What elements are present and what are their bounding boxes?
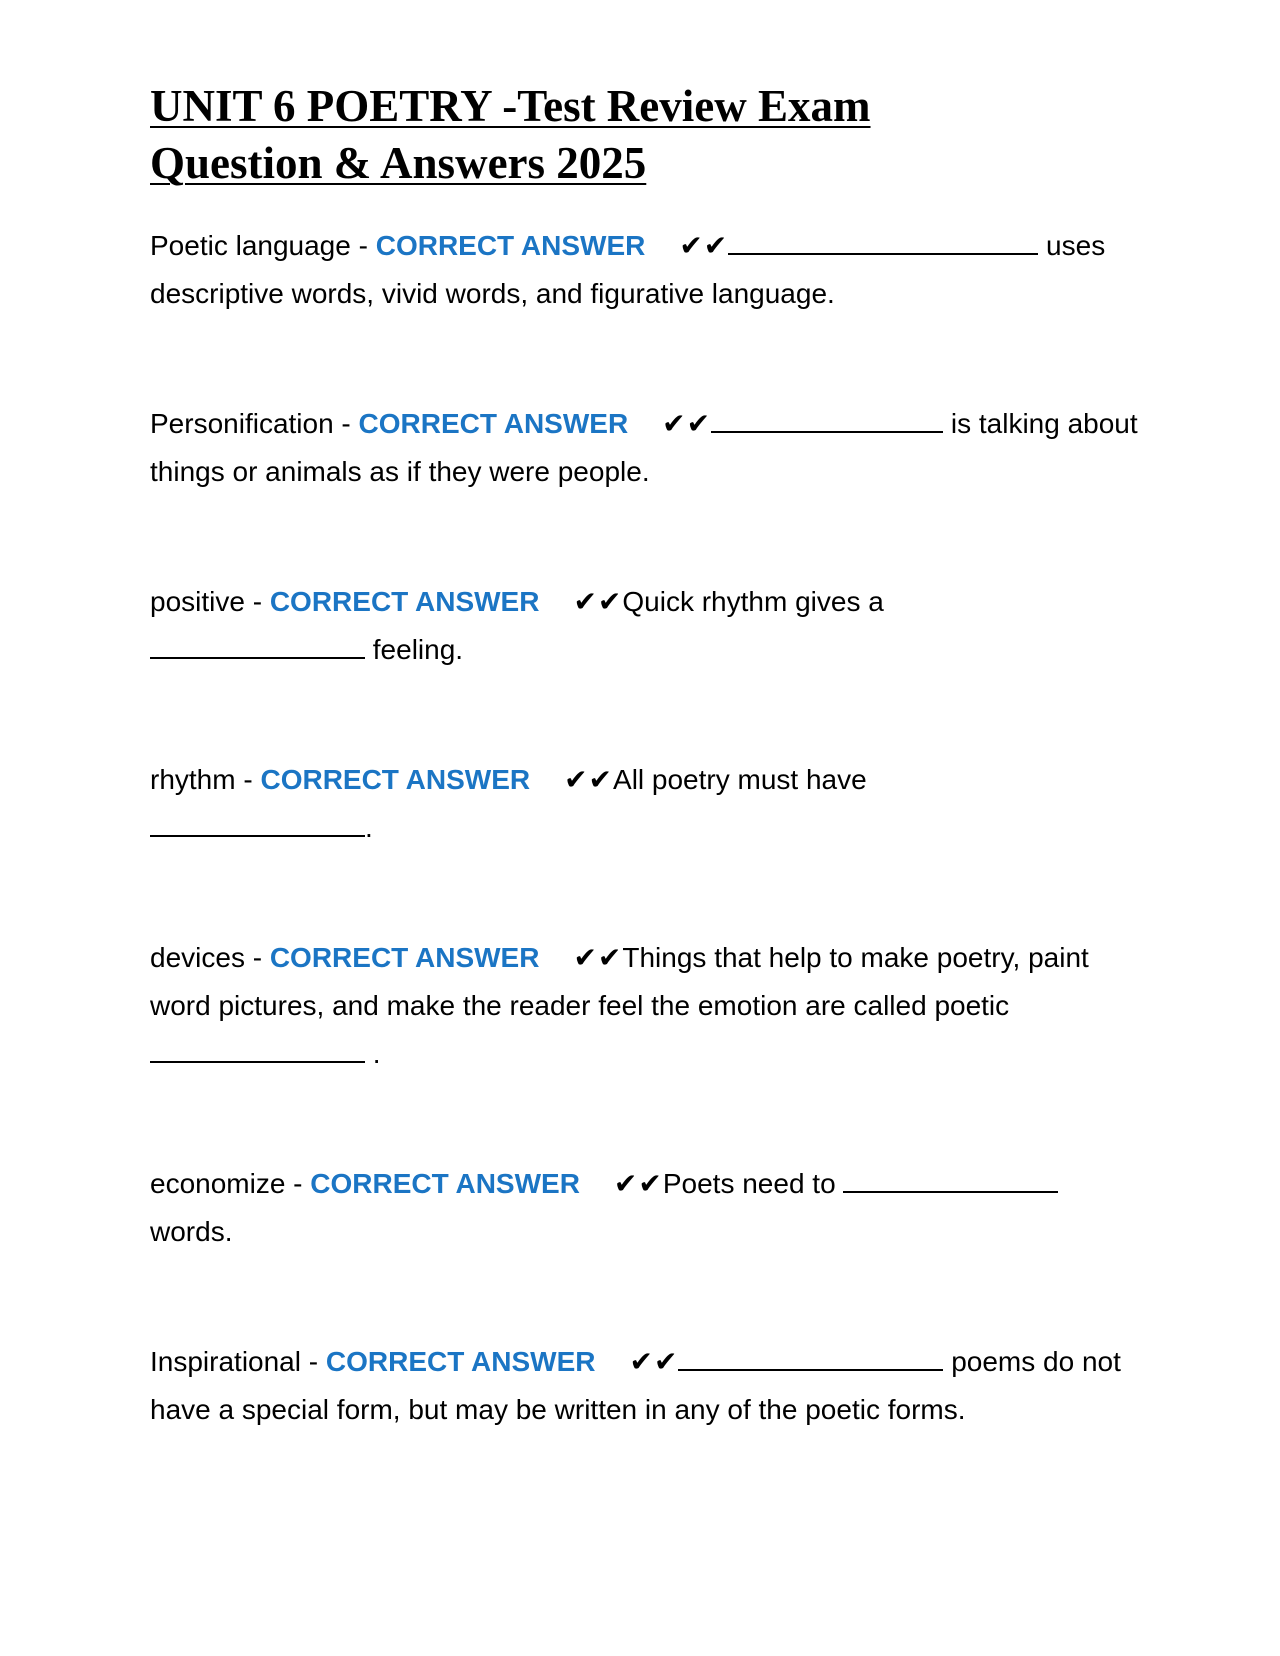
title-line-1: UNIT 6 POETRY -Test Review Exam: [150, 81, 871, 131]
answer-blank: [150, 1033, 365, 1063]
qa-item-devices: [150, 934, 1140, 1078]
qa-question-after: poems do not have a special form, but may be written in any of the poetic forms.: [150, 1346, 1121, 1425]
qa-question-after: .: [365, 812, 373, 843]
answer-blank: [843, 1163, 1058, 1193]
answer-blank: [150, 629, 365, 659]
qa-term: rhythm: [150, 764, 236, 795]
qa-question-after: is talking about things or animals as if they were people.: [150, 408, 1138, 487]
qa-separator: -: [285, 1168, 311, 1199]
qa-question-after: words.: [150, 1216, 233, 1247]
correct-answer-label: CORRECT ANSWER: [310, 1168, 580, 1199]
qa-separator: -: [333, 408, 359, 439]
qa-separator: -: [350, 230, 376, 261]
answer-blank: [678, 1341, 943, 1371]
double-check-icon: ✔✔: [679, 230, 729, 261]
qa-item-economize: [150, 1160, 1140, 1256]
correct-answer-label: CORRECT ANSWER: [269, 586, 540, 617]
qa-item-rhythm: [150, 756, 1140, 852]
qa-question-after: .: [365, 1038, 381, 1069]
double-check-icon: ✔✔: [629, 1346, 679, 1377]
qa-item-personification: [150, 400, 1140, 496]
double-check-icon: ✔✔: [573, 942, 623, 973]
qa-separator: -: [300, 1346, 326, 1377]
document-page: [150, 78, 1140, 1434]
qa-list: [150, 222, 1140, 1434]
correct-answer-label: CORRECT ANSWER: [260, 764, 531, 795]
qa-question-before: Poets need to: [662, 1168, 844, 1199]
qa-item-positive: [150, 578, 1140, 674]
correct-answer-label: CORRECT ANSWER: [358, 408, 629, 439]
answer-blank: [150, 807, 365, 837]
qa-term: Inspirational: [150, 1346, 301, 1377]
qa-question-before: All poetry must have: [613, 764, 867, 795]
qa-question-after: uses descriptive words, vivid words, and figurative language.: [150, 230, 1106, 309]
qa-item-inspirational: [150, 1338, 1140, 1434]
qa-separator: -: [235, 764, 261, 795]
qa-question-before: Things that help to make poetry, paint word pictures, and make the reader feel the emotion are called poetic: [150, 942, 1089, 1021]
page-title: [150, 78, 1140, 192]
qa-term: Personification: [150, 408, 334, 439]
correct-answer-label: CORRECT ANSWER: [375, 230, 646, 261]
qa-question-after: feeling.: [365, 634, 464, 665]
correct-answer-label: CORRECT ANSWER: [325, 1346, 596, 1377]
qa-term: positive: [150, 586, 245, 617]
qa-term: devices: [150, 942, 245, 973]
answer-blank: [728, 225, 1038, 255]
answer-blank: [711, 403, 943, 433]
qa-term: economize: [150, 1168, 286, 1199]
qa-separator: -: [244, 586, 270, 617]
double-check-icon: ✔✔: [662, 408, 712, 439]
qa-separator: -: [244, 942, 270, 973]
double-check-icon: ✔✔: [573, 586, 623, 617]
title-line-2: Question & Answers 2025: [150, 138, 647, 188]
qa-item-poetic-language: [150, 222, 1140, 318]
double-check-icon: ✔✔: [564, 764, 614, 795]
double-check-icon: ✔✔: [613, 1168, 663, 1199]
qa-term: Poetic language: [150, 230, 351, 261]
qa-question-before: Quick rhythm gives a: [622, 586, 884, 617]
correct-answer-label: CORRECT ANSWER: [269, 942, 540, 973]
